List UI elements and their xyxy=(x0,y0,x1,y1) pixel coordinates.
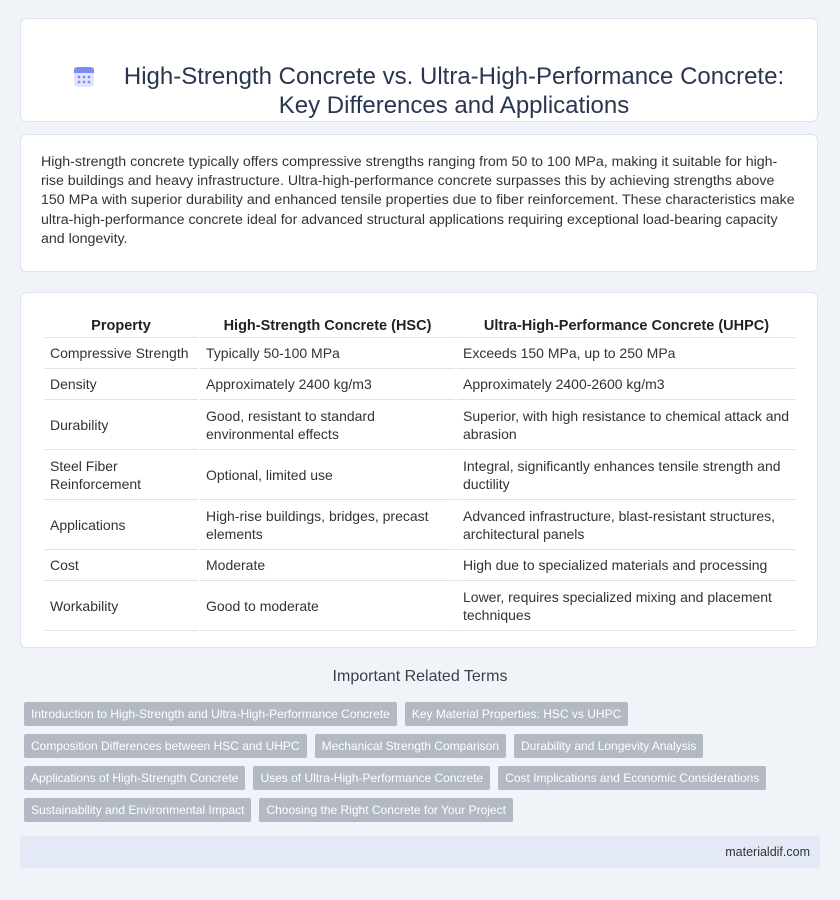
hsc-cell: Optional, limited use xyxy=(200,449,455,499)
related-term-tag[interactable]: Composition Differences between HSC and UHPC xyxy=(24,734,307,758)
footer-site-link[interactable]: materialdif.com xyxy=(725,845,810,859)
property-cell: Durability xyxy=(44,399,198,449)
hsc-cell: Approximately 2400 kg/m3 xyxy=(200,368,455,399)
hsc-cell: Moderate xyxy=(200,549,455,580)
related-term-tag[interactable]: Cost Implications and Economic Considerations xyxy=(498,766,766,790)
property-cell: Compressive Strength xyxy=(44,337,198,368)
uhpc-cell: Superior, with high resistance to chemical attack and abrasion xyxy=(457,399,796,449)
property-cell: Density xyxy=(44,368,198,399)
related-term-tag[interactable]: Applications of High-Strength Concrete xyxy=(24,766,245,790)
hsc-cell: Good to moderate xyxy=(200,580,455,631)
footer xyxy=(20,836,820,868)
property-cell: Applications xyxy=(44,499,198,549)
related-term-tag[interactable]: Choosing the Right Concrete for Your Project xyxy=(259,798,512,822)
intro-card xyxy=(20,134,818,272)
table-row xyxy=(44,549,796,580)
intro-paragraph: High-strength concrete typically offers compressive strengths ranging from 50 to 100 MPa, making it suitable for high-rise buildings and heavy infrastructure. Ultra-high-performance concrete surpasses this by achieving strengths above 150 MPa with superior durability and enhanced tensile properties due to fiber reinforcement. These characteristics make ultra-high-performance concrete ideal for advanced structural applications requiring exceptional load-bearing capacity and longevity. xyxy=(41,154,795,247)
uhpc-cell: Exceeds 150 MPa, up to 250 MPa xyxy=(457,337,796,368)
column-header-property: Property xyxy=(91,318,151,334)
related-term-tag[interactable]: Introduction to High-Strength and Ultra-High-Performance Concrete xyxy=(24,702,397,726)
property-cell: Cost xyxy=(44,549,198,580)
page-title: High-Strength Concrete vs. Ultra-High-Performance Concrete: Key Differences and Applications xyxy=(123,63,785,119)
uhpc-cell: Advanced infrastructure, blast-resistant structures, architectural panels xyxy=(457,499,796,549)
related-terms-tags xyxy=(24,702,814,830)
column-header-uhpc: Ultra-High-Performance Concrete (UHPC) xyxy=(483,318,770,334)
table-row xyxy=(44,499,796,549)
related-term-tag[interactable]: Sustainability and Environmental Impact xyxy=(24,798,251,822)
header-card xyxy=(20,18,818,122)
table-row xyxy=(44,337,796,368)
hsc-cell: Typically 50-100 MPa xyxy=(200,337,455,368)
uhpc-cell: Integral, significantly enhances tensile strength and ductility xyxy=(457,449,796,499)
related-terms-heading: Important Related Terms xyxy=(332,668,508,685)
uhpc-cell: Approximately 2400-2600 kg/m3 xyxy=(457,368,796,399)
related-term-tag[interactable]: Durability and Longevity Analysis xyxy=(514,734,703,758)
comparison-table-card xyxy=(20,292,818,648)
related-term-tag[interactable]: Mechanical Strength Comparison xyxy=(315,734,506,758)
calendar-grid-icon xyxy=(73,66,95,88)
table-row xyxy=(44,399,796,449)
uhpc-cell: Lower, requires specialized mixing and placement techniques xyxy=(457,580,796,631)
hsc-cell: Good, resistant to standard environmental effects xyxy=(200,399,455,449)
table-row xyxy=(44,449,796,499)
related-term-tag[interactable]: Uses of Ultra-High-Performance Concrete xyxy=(253,766,490,790)
table-row xyxy=(44,580,796,631)
property-cell: Workability xyxy=(44,580,198,631)
table-header-row xyxy=(44,315,796,337)
hsc-cell: High-rise buildings, bridges, precast elements xyxy=(200,499,455,549)
uhpc-cell: High due to specialized materials and processing xyxy=(457,549,796,580)
property-cell: Steel Fiber Reinforcement xyxy=(44,449,198,499)
related-term-tag[interactable]: Key Material Properties: HSC vs UHPC xyxy=(405,702,628,726)
column-header-hsc: High-Strength Concrete (HSC) xyxy=(223,318,432,334)
comparison-table xyxy=(42,315,798,631)
table-row xyxy=(44,368,796,399)
